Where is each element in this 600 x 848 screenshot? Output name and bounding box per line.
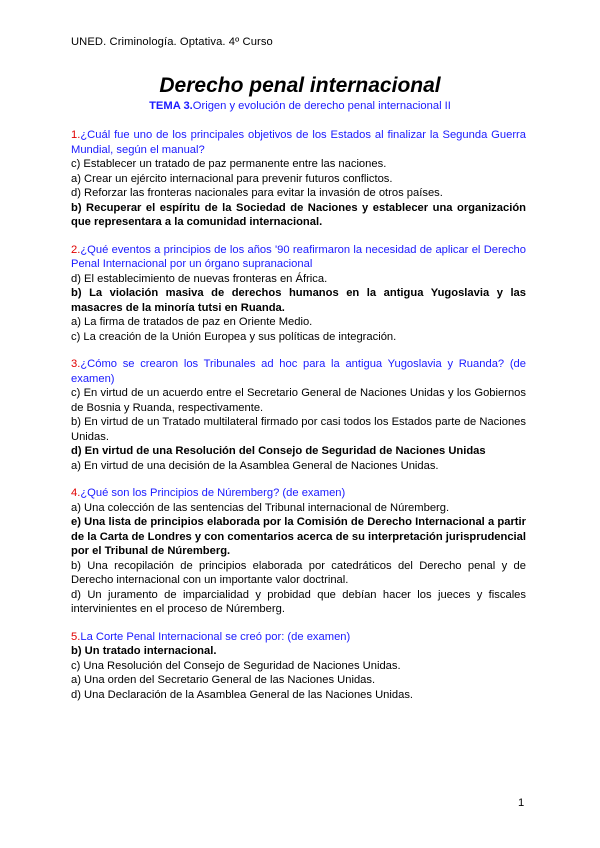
question-text bbox=[71, 243, 526, 272]
correct-answer-option: b) Un tratado internacional. bbox=[71, 645, 217, 657]
question-number: 3. bbox=[71, 358, 81, 370]
answer-option: c) Una Resolución del Consejo de Seguridad de Naciones Unidas. bbox=[71, 659, 401, 672]
question-text bbox=[71, 128, 526, 157]
answer-option: b) Una recopilación de principios elaborada por catedráticos del Derecho penal y de Derecho internacional con un importante valor doctrinal. bbox=[71, 559, 526, 586]
correct-answer-option: b) Recuperar el espíritu de la Sociedad de Naciones y establecer una organización que representara a la comunidad internacional. bbox=[71, 201, 526, 228]
questions-list bbox=[71, 128, 526, 715]
tema-label: TEMA 3. bbox=[149, 100, 193, 112]
page-number: 1 bbox=[518, 797, 525, 809]
correct-answer-option: b) La violación masiva de derechos humanos en la antigua Yugoslavia y las masacres de la minoría tutsi en Ruanda. bbox=[71, 287, 526, 314]
correct-answer-option: d) En virtud de una Resolución del Consejo de Seguridad de Naciones Unidas bbox=[71, 445, 486, 457]
question-text bbox=[71, 486, 526, 501]
question-number: 5. bbox=[71, 630, 81, 643]
question-4 bbox=[71, 486, 526, 617]
subtitle bbox=[0, 100, 600, 112]
page-header: UNED. Criminología. Optativa. 4º Curso bbox=[71, 36, 273, 48]
question-body: ¿Cómo se crearon los Tribunales ad hoc para la antigua Yugoslavia y Ruanda? (de examen) bbox=[71, 358, 526, 385]
answer-option: c) La creación de la Unión Europea y sus políticas de integración. bbox=[71, 330, 397, 343]
question-3 bbox=[71, 357, 526, 473]
answer-option: a) Crear un ejército internacional para prevenir futuros conflictos. bbox=[71, 172, 393, 185]
answer-option: d) El establecimiento de nuevas fronteras en África. bbox=[71, 272, 328, 285]
answer-option: d) Una Declaración de la Asamblea General de las Naciones Unidas. bbox=[71, 688, 414, 701]
question-number: 1. bbox=[71, 129, 81, 141]
question-text bbox=[71, 357, 526, 386]
answer-option: c) Establecer un tratado de paz permanente entre las naciones. bbox=[71, 158, 387, 170]
answer-option: d) Un juramento de imparcialidad y probidad que debían hacer los jueces y fiscales intervinientes en el proceso de Núremberg. bbox=[71, 588, 526, 615]
question-5 bbox=[71, 630, 526, 703]
question-body: ¿Qué eventos a principios de los años '90 reafirmaron la necesidad de aplicar el Derecho Penal Internacional por un órgano supranacional bbox=[71, 243, 526, 270]
question-text bbox=[71, 630, 526, 645]
correct-answer-option: e) Una lista de principios elaborada por la Comisión de Derecho Internacional a partir de la Carta de Londres y con comentarios acerca de su interpretación jurisprudencial por el Tribunal de Núremberg. bbox=[71, 516, 526, 557]
question-1 bbox=[71, 128, 526, 230]
question-body: La Corte Penal Internacional se creó por: (de examen) bbox=[80, 630, 351, 643]
answer-option: a) Una colección de las sentencias del Tribunal internacional de Núremberg. bbox=[71, 501, 450, 514]
question-body: ¿Cuál fue uno de los principales objetivos de los Estados al finalizar la Segunda Guerra Mundial, según el manual? bbox=[71, 129, 526, 156]
answer-option: a) En virtud de una decisión de la Asamblea General de Naciones Unidas. bbox=[71, 459, 439, 472]
answer-option: a) La firma de tratados de paz en Oriente Medio. bbox=[71, 316, 313, 328]
subtitle-text: Origen y evolución de derecho penal internacional II bbox=[192, 100, 451, 112]
question-2 bbox=[71, 243, 526, 345]
page-title: Derecho penal internacional bbox=[159, 74, 441, 97]
question-number: 2. bbox=[71, 243, 81, 256]
question-number: 4. bbox=[71, 487, 81, 499]
answer-option: c) En virtud de un acuerdo entre el Secretario General de Naciones Unidas y los Gobiernos de Bosnia y Ruanda, respectivamente. bbox=[71, 387, 526, 414]
answer-option: b) En virtud de un Tratado multilateral firmado por casi todos los Estados parte de Naciones Unidas. bbox=[71, 416, 526, 443]
answer-option: d) Reforzar las fronteras nacionales para evitar la invasión de otros países. bbox=[71, 187, 443, 199]
question-body: ¿Qué son los Principios de Núremberg? (de examen) bbox=[80, 487, 346, 499]
answer-option: a) Una orden del Secretario General de las Naciones Unidas. bbox=[71, 674, 376, 686]
